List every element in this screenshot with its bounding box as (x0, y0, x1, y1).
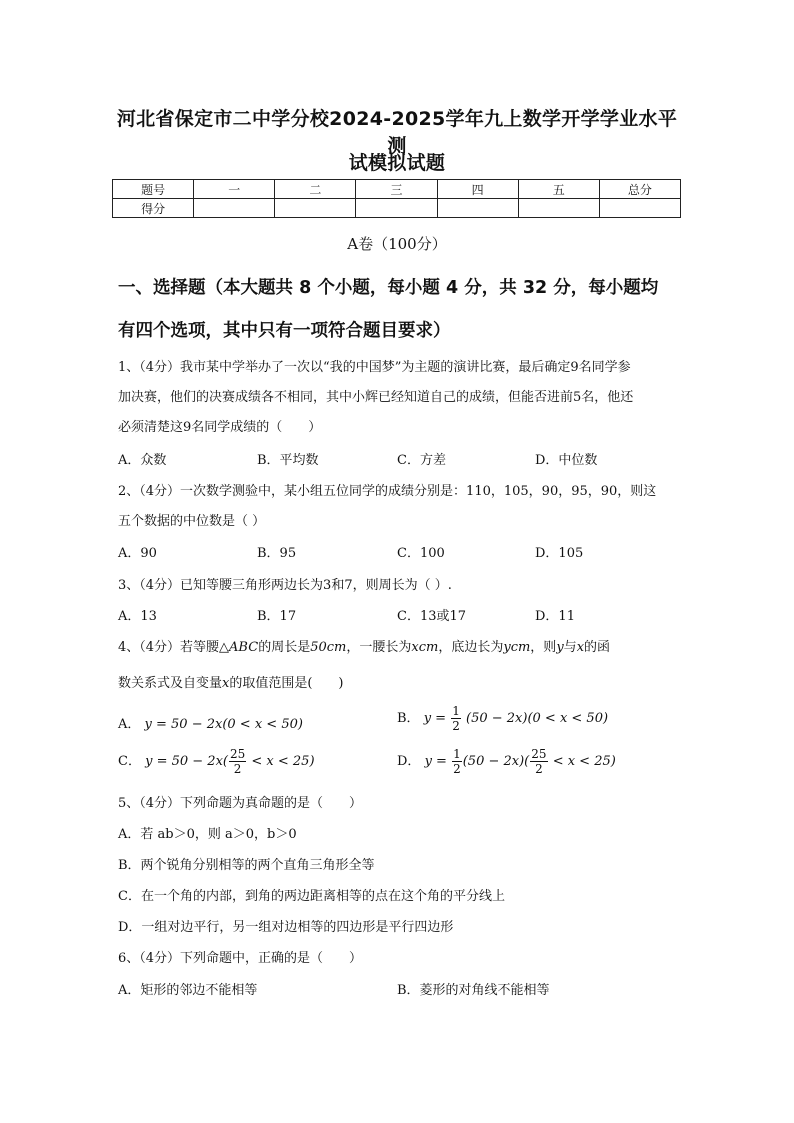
q4-text: 数关系式及自变量 (118, 676, 223, 691)
section1-heading-line2: 有四个选项，其中只有一项符合题目要求） (118, 321, 451, 341)
q4-option-c (118, 747, 315, 776)
q1-option-d: D．中位数 (535, 453, 598, 468)
score-blank-cell (518, 199, 599, 218)
fraction-numerator: 1 (452, 704, 460, 718)
score-table-header-row (113, 180, 681, 199)
score-cell: 题号 (113, 180, 194, 199)
fraction (451, 704, 461, 733)
q4-text: 的取值范围是( ) (229, 676, 344, 691)
score-cell: 四 (437, 180, 518, 199)
q4-option-b-expr: (50 − 2x)(0 < x < 50) (466, 711, 609, 726)
q6-option-b: B．菱形的对角线不能相等 (397, 983, 550, 998)
fraction (229, 747, 246, 776)
q2-option-a: A．90 (118, 546, 157, 561)
exam-title-line1: 河北省保定市二中学分校2024-2025学年九上数学开学学业水平测 (116, 108, 678, 157)
score-cell: 二 (275, 180, 356, 199)
score-cell: 五 (518, 180, 599, 199)
q4-perimeter-math: 50cm (310, 640, 347, 655)
score-label-cell: 得分 (113, 199, 194, 218)
q5-option-a: A．若 ab＞0，则 a＞0，b＞0 (118, 827, 297, 842)
q3-line1: 3、（4分）已知等腰三角形两边长为3和7，则周长为（ ）. (118, 578, 452, 593)
fraction-numerator: 25 (531, 747, 547, 761)
q4-option-a-label: A． (118, 717, 141, 732)
q3-option-b: B．17 (257, 609, 297, 624)
q4-text: 的函 (584, 640, 611, 655)
q4-option-b-expr: y = (423, 711, 447, 726)
score-cell: 一 (194, 180, 275, 199)
q4-text: ，一腰长为 (346, 640, 412, 655)
q4-option-d-expr: (50 − 2x)( (462, 754, 530, 769)
q6-line1: 6、（4分）下列命题中，正确的是（ ） (118, 951, 363, 966)
exam-title-line2: 试模拟试题 (348, 152, 446, 174)
part-a-heading: A卷（100分） (347, 235, 447, 253)
q4-option-c-expr: y = 50 − 2x( (145, 754, 228, 769)
q4-text: ，底边长为 (438, 640, 504, 655)
q4-triangle-math: △ABC (219, 640, 259, 655)
score-table (112, 179, 681, 218)
score-blank-cell (437, 199, 518, 218)
q4-option-a-expr: y = 50 − 2x(0 < x < 50) (144, 717, 303, 732)
q3-option-a: A．13 (118, 609, 157, 624)
q2-line2: 五个数据的中位数是（ ） (118, 514, 266, 529)
q4-x-var: x (576, 640, 585, 655)
q4-option-c-expr: < x < 25) (251, 754, 315, 769)
fraction-denominator: 2 (535, 762, 543, 776)
q1-option-c: C．方差 (397, 453, 446, 468)
q2-option-d: D．105 (535, 546, 584, 561)
q4-line1 (118, 636, 610, 655)
q5-option-d: D．一组对边平行，另一组对边相等的四边形是平行四边形 (118, 920, 454, 935)
q1-option-b: B．平均数 (257, 453, 319, 468)
q4-x-var: x (222, 676, 230, 691)
fraction-denominator: 2 (233, 762, 242, 776)
q1-line1: 1、（4分）我市某中学举办了一次以“我的中国梦”为主题的演讲比赛，最后确定9名同学参 (118, 360, 631, 375)
fraction-numerator: 25 (229, 747, 246, 761)
score-cell: 三 (356, 180, 437, 199)
q2-option-b: B．95 (257, 546, 297, 561)
q4-option-a (118, 713, 303, 732)
q4-text: 4、（4分）若等腰 (118, 640, 220, 655)
score-blank-cell (275, 199, 356, 218)
fraction-denominator: 2 (453, 762, 461, 776)
score-cell: 总分 (599, 180, 680, 199)
fraction (530, 747, 547, 776)
q1-option-a: A．众数 (118, 453, 167, 468)
q4-text: 与 (563, 640, 577, 655)
score-blank-cell (599, 199, 680, 218)
q6-option-a: A．矩形的邻边不能相等 (118, 983, 258, 998)
q4-leg-math: xcm (411, 640, 439, 655)
q4-base-math: ycm (503, 640, 531, 655)
fraction-numerator: 1 (453, 747, 461, 761)
q2-option-c: C．100 (397, 546, 445, 561)
score-blank-cell (356, 199, 437, 218)
q2-line1: 2、（4分）一次数学测验中，某小组五位同学的成绩分别是：110，105，90，95，90，则这 (118, 484, 657, 499)
q4-text: ，则 (530, 640, 557, 655)
score-table-score-row (113, 199, 681, 218)
q4-option-b (397, 704, 608, 733)
q4-y-var: y (556, 640, 564, 655)
q4-option-d-label: D． (397, 754, 421, 769)
q3-option-d: D．11 (535, 609, 575, 624)
q3-option-c: C．13或17 (397, 609, 467, 624)
q4-option-b-label: B． (397, 711, 420, 726)
q5-option-c: C．在一个角的内部，到角的两边距离相等的点在这个角的平分线上 (118, 889, 505, 904)
q5-line1: 5、（4分）下列命题为真命题的是（ ） (118, 796, 363, 811)
q1-line3: 必须清楚这9名同学成绩的（ ） (118, 420, 322, 435)
q4-option-d-expr: y = (424, 754, 447, 769)
q5-option-b: B．两个锐角分别相等的两个直角三角形全等 (118, 858, 375, 873)
q4-line2 (118, 672, 344, 691)
q4-option-d (397, 747, 616, 776)
score-blank-cell (194, 199, 275, 218)
q4-option-d-expr: < x < 25) (552, 754, 616, 769)
fraction-denominator: 2 (452, 719, 460, 733)
fraction (452, 747, 462, 776)
q4-text: 的周长是 (258, 640, 311, 655)
section1-heading-line1: 一、选择题（本大题共 8 个小题，每小题 4 分，共 32 分，每小题均 (118, 278, 659, 298)
q1-line2: 加决赛，他们的决赛成绩各不相同，其中小辉已经知道自己的成绩，但能否进前5名，他还 (118, 390, 634, 405)
q4-option-c-label: C． (118, 754, 141, 769)
